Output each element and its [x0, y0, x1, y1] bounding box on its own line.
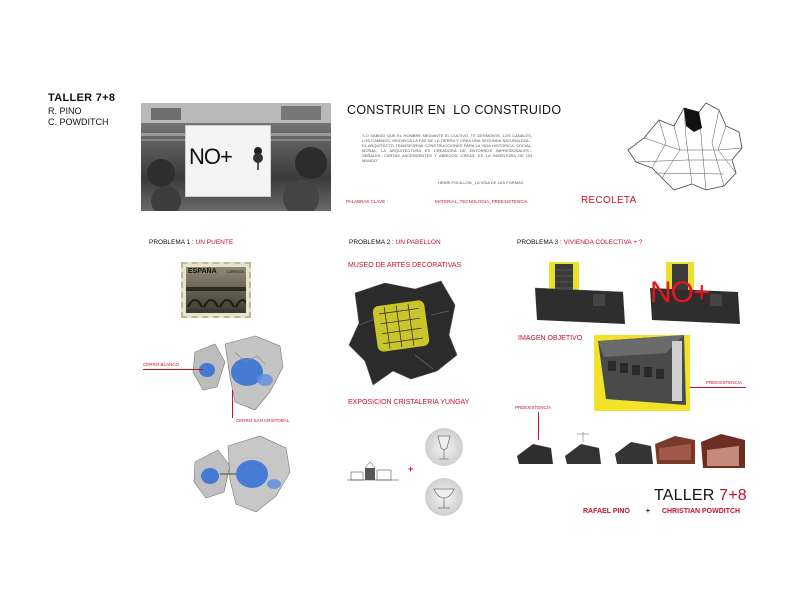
location-label: RECOLETA: [581, 195, 637, 206]
author-2: C. POWDITCH: [48, 117, 109, 127]
housing-block-1: [533, 258, 628, 335]
flower-icon: [250, 145, 266, 176]
hills-model-bottom: [190, 432, 300, 519]
problem-3-header: [517, 239, 642, 246]
keywords-label: PALABRAS CLAVE :: [346, 199, 388, 204]
hills-model-top: [185, 332, 295, 417]
district-map: [614, 98, 754, 198]
footer-taller-number: 7+8: [719, 487, 747, 504]
housing-block-2: [648, 258, 743, 335]
exposicion-label: EXPOSICION CRISTALERIA YUNGAY: [348, 399, 470, 406]
preexistencia-label-1: PREEXISTENCIA: [706, 380, 743, 385]
page-title: CONSTRUIR EN LO CONSTRUIDO: [347, 103, 562, 117]
cerro-blanco-line: [143, 369, 203, 370]
footer-plus: +: [645, 508, 650, 515]
cerro-san-cristobal-label: CERRO SAN CRISTOBAL: [236, 418, 290, 423]
museo-label: MUSEO DE ARTES DECORATIVAS: [348, 262, 462, 269]
problem-1-header: [149, 239, 233, 246]
taller-title: TALLER 7+8: [48, 92, 116, 104]
sign-text: NO+: [189, 144, 232, 169]
bridge-arches-icon: [186, 277, 246, 313]
stamp-image: [186, 267, 246, 313]
wine-glass-icon: [425, 428, 463, 466]
problem-2-title: UN PABELLON: [395, 239, 441, 246]
protest-photo: [141, 103, 331, 211]
coupe-glass-icon: [425, 478, 463, 516]
exposicion-plus: +: [408, 464, 414, 474]
cerro-blanco-label: CERRO BLANCO: [143, 362, 180, 367]
problem-1-title: UN PUENTE: [195, 239, 234, 246]
preexistencia-line-1: [690, 387, 746, 388]
museum-model: [345, 275, 465, 392]
footer-name-2: CHRISTIAN POWDITCH: [661, 508, 741, 515]
footer-taller: [654, 487, 747, 505]
problem-3-prefix: PROBLEMA 3 :: [517, 239, 564, 246]
quote-text: "LO SABIDO QUE EL HOMBRE MEDIANTE EL CULTIVO, TE DESMONTE, LOS CANALES, LOS CAMINOS, MODIFICA LA FAZ DE LA TIERRA Y CREA UNA SEGUNDA NATURALEZA... EL ARQUITECTO TRANSFORMA CONSTRUCCIONES PARA LA VIDA HISTORICA, SOCIAL, MORAL, LA ARQUITECTURA ES CREADORA DE ENTORNOS IMPRESIONALES... SEÑALES, CARTAS ASCENDENTES Y ABRIGOS, CREAS, ES LA INVENTORA DE UN MUNDO": [362, 133, 532, 163]
problem-1-prefix: PROBLEMA 1 :: [149, 239, 196, 246]
problem-2-header: [349, 239, 441, 246]
cerro-san-cristobal-line: [232, 390, 233, 418]
problem-2-prefix: PROBLEMA 2 :: [349, 239, 396, 246]
coupe-glass-image: [425, 478, 463, 516]
preexistencia-label-2: PREEXISTENCIA: [515, 405, 552, 410]
wine-glass-image: [425, 428, 463, 466]
building-drawing: [345, 458, 401, 491]
keywords-value: MATERIAL_TECNOLOGIA_PREEXISTENCIA: [435, 199, 528, 204]
quote-author: HENRI FOCILLON _LA VIDA DE LAS FORMAS: [438, 180, 524, 185]
stamp-word: ESPAÑA: [188, 268, 217, 275]
protest-sign: [185, 125, 271, 197]
author-1: R. PINO: [48, 106, 82, 116]
footer-name-1: RAFAEL PINO: [583, 508, 630, 515]
imagen-objetivo-label: IMAGEN OBJETIVO: [518, 335, 583, 342]
stamp-word-2: CORREOS: [226, 270, 244, 274]
footer-names: [583, 508, 748, 515]
no-plus-overlay: NO+: [650, 276, 710, 309]
header-block: [48, 92, 138, 127]
sequence-models: [515, 430, 747, 475]
footer-taller-word: TALLER: [654, 487, 720, 504]
problem-3-title: VIVIENDA COLECTIVA + ?: [563, 239, 643, 246]
objective-image: [594, 335, 690, 411]
bridge-stamp: [181, 262, 251, 318]
